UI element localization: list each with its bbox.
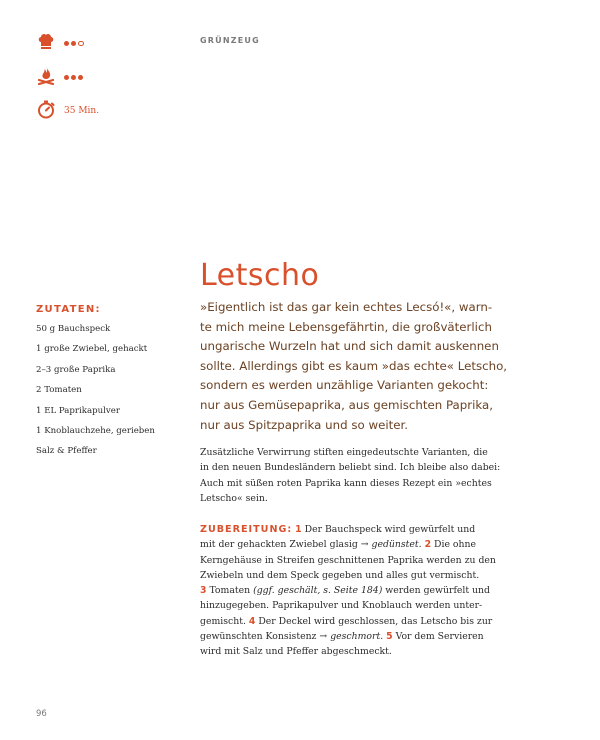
body-line: Auch mit süßen roten Paprika kann dieses Rezept ein »echtes bbox=[200, 477, 492, 489]
intro-line: sondern es werden unzählige Varianten gekocht: bbox=[200, 378, 489, 393]
body-line: Letscho« sein. bbox=[200, 492, 268, 504]
recipe-title: Letscho bbox=[200, 258, 320, 294]
step-number: 3 bbox=[200, 585, 207, 597]
prep-line bbox=[200, 537, 540, 552]
step-number: 5 bbox=[386, 631, 393, 643]
category-label: GRÜNZEUG bbox=[200, 36, 260, 45]
heat-row bbox=[36, 66, 99, 88]
prep-line: Kerngehäuse in Streifen geschnittenen Paprika werden zu den bbox=[200, 554, 496, 566]
glossary-term: geschmort. bbox=[330, 631, 384, 643]
prep-line bbox=[200, 583, 540, 598]
intro-text bbox=[200, 298, 540, 435]
step-note: (ggf. geschält, s. Seite 184) bbox=[253, 585, 383, 597]
ingredient-item: 1 große Zwiebel, gehackt bbox=[36, 344, 148, 355]
ingredient-item: 50 g Bauchspeck bbox=[36, 324, 111, 334]
body-line: in den neuen Bundesländern beliebt sind. Ich bleibe also dabei: bbox=[200, 462, 501, 474]
difficulty-dots bbox=[64, 37, 86, 50]
step-number: 2 bbox=[424, 539, 432, 551]
time-text: 35 Min. bbox=[64, 106, 100, 116]
prep-line: Zwiebeln und dem Speck gegeben und alles gut vermischt. bbox=[200, 569, 480, 581]
arrow-icon: → bbox=[360, 539, 369, 551]
intro-line: nur aus Gemüsepaprika, aus gemischten Paprika, bbox=[200, 397, 493, 412]
preparation-section bbox=[200, 522, 540, 660]
chef-hat-icon bbox=[36, 31, 56, 55]
intro-line: sollte. Allerdings gibt es kaum »das echte« Letscho, bbox=[200, 358, 508, 373]
step-text: gemischt. bbox=[200, 615, 246, 627]
prep-line: wird mit Salz und Pfeffer abgeschmeckt. bbox=[200, 646, 392, 658]
intro-line: nur aus Spitzpaprika und so weiter. bbox=[200, 417, 409, 432]
prep-line bbox=[200, 629, 540, 644]
ingredient-item: 2–3 große Paprika bbox=[36, 364, 116, 375]
glossary-term: gedünstet. bbox=[371, 539, 422, 551]
prep-line: hinzugegeben. Paprikapulver und Knoblauch werden unter- bbox=[200, 600, 483, 612]
step-text: werden gewürfelt und bbox=[385, 585, 490, 597]
body-line: Zusätzliche Verwirrung stiften eingedeutschte Varianten, die bbox=[200, 447, 488, 458]
difficulty-row bbox=[36, 32, 99, 54]
step-text: Die ohne bbox=[434, 539, 476, 551]
time-row bbox=[36, 100, 99, 122]
preparation-label: ZUBEREITUNG: bbox=[200, 524, 293, 535]
body-paragraph bbox=[200, 445, 540, 506]
prep-line bbox=[200, 522, 540, 537]
step-text: Der Deckel wird geschlossen, das Letscho bis zur bbox=[258, 615, 493, 627]
intro-line: te mich meine Lebensgefährtin, die großväterlich bbox=[200, 319, 492, 334]
fire-icon bbox=[36, 65, 56, 89]
step-number: 1 bbox=[295, 524, 302, 535]
step-text: Tomaten bbox=[209, 585, 251, 597]
stopwatch-icon bbox=[36, 99, 56, 123]
ingredients-heading: ZUTATEN: bbox=[36, 304, 101, 315]
step-text: Vor dem Servieren bbox=[395, 631, 484, 643]
intro-line: »Eigentlich ist das gar kein echtes Lecsó!«, warn- bbox=[200, 300, 493, 314]
step-number: 4 bbox=[248, 615, 256, 627]
prep-line bbox=[200, 614, 540, 629]
intro-line: ungarische Wurzeln hat und sich damit auskennen bbox=[200, 339, 499, 354]
ingredient-item: 1 Knoblauchzehe, gerieben bbox=[36, 425, 155, 436]
step-text: gewünschten Konsistenz bbox=[200, 631, 317, 643]
arrow-icon: → bbox=[319, 631, 328, 643]
ingredient-item: 2 Tomaten bbox=[36, 385, 82, 396]
ingredient-item: Salz & Pfeffer bbox=[36, 446, 97, 457]
step-text: Der Bauchspeck wird gewürfelt und bbox=[304, 524, 476, 535]
step-text: mit der gehackten Zwiebel glasig bbox=[200, 539, 358, 551]
page-number: 96 bbox=[36, 709, 47, 719]
heat-dots bbox=[64, 71, 85, 84]
ingredient-item: 1 EL Paprikapulver bbox=[36, 405, 120, 416]
recipe-meta bbox=[36, 32, 99, 122]
ingredients-list bbox=[36, 304, 186, 466]
